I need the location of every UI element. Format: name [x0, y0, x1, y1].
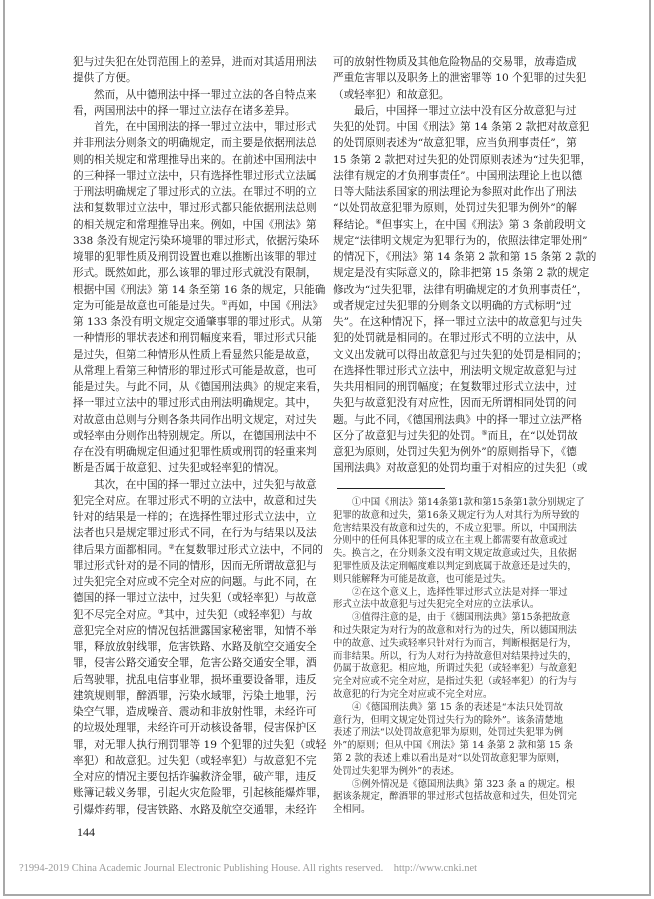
- text-line: 德国的择一罪过立法中，过失犯（或轻率犯）与故意: [73, 592, 317, 605]
- text-line: 提供了方便。: [73, 72, 137, 85]
- text-line: 率犯）和故意犯。过失犯（或轻率犯）与故意犯不完: [73, 754, 317, 767]
- text-line: 的处罚原则表述为“故意犯罪，应当负刑事责任”，第: [333, 137, 577, 150]
- text-line: 国刑法典》对故意犯的处罚均重于对相应的过失犯（或: [333, 462, 588, 475]
- text-line: 并非刑法分则条文的明确规定，而主要是依据刑法总: [73, 137, 317, 150]
- text-line: 犯完全对应。在罪过形式不明的立法中，故意和过失: [73, 494, 317, 507]
- text-line: 建筑规则罪，醉酒罪，污染水域罪，污染土地罪，污: [73, 689, 317, 702]
- text-line: 针对的结果是一样的；在选择性罪过形式立法中，立: [73, 511, 317, 523]
- text-line: ④《德国刑法典》第 15 条的表述是“本法只处罚故: [352, 701, 563, 713]
- text-line: 境罪的犯罪性质及刑罚设置也难以推断出该罪的罪过: [73, 251, 317, 263]
- text-line: 外”的原则；但从中国《刑法》第 14 条第 2 款和第 15 条: [333, 740, 573, 752]
- text-line: 从常理上看第三种情形的罪过形式可能是故意，也可: [73, 364, 317, 377]
- text-line: 看，两国刑法中的择一罪过立法存在诸多差异。: [73, 104, 296, 117]
- text-line: 和过失限定为对行为的故意和对行为的过失，所以德国刑法: [333, 624, 577, 636]
- text-line: 一种情形的罪状表述和刑罚幅度来看，罪过形式只能: [73, 332, 317, 345]
- text-line: 区分了故意犯与过失犯的处罚。⑤而且，在“以处罚故: [333, 428, 578, 442]
- text-line: 法律有规定的才负刑事责任”。中国刑法理论上也以德: [333, 169, 583, 182]
- text-line: 能是过失。与此不同，从《德国刑法典》的规定来看，: [73, 381, 328, 393]
- text-line: 犯罪的故意和过失，第16条又规定行为人对其行为所导致的: [333, 509, 580, 521]
- text-line: 中的故意、过失或轻率只针对行为而言，判断根据是行为，: [333, 637, 577, 649]
- paragraph: [73, 119, 328, 477]
- text-line: 规定“法律明文规定为犯罪行为的，依照法律定罪处刑”: [333, 234, 588, 247]
- text-line: 可的放射性物质及其他危险物品的交易罪，放毒造成: [333, 56, 577, 68]
- text-line: 形式。既然如此，那么该罪的罪过形式就没有限制，: [73, 267, 317, 280]
- text-line: ①中国《刑法》第14条第1款和第15条第1款分别规定了: [352, 497, 585, 508]
- footnote-ref[interactable]: ④: [375, 217, 382, 226]
- text-line: 失犯的处罚。中国《刑法》第 14 条第 2 款把对故意犯: [333, 121, 590, 133]
- text-line: 犯与过失犯在处罚范围上的差异，进而对其适用刑法: [73, 56, 317, 68]
- footnote-ref[interactable]: ②: [168, 542, 175, 551]
- text-line: 罪，侵害公路交通安全罪，危害公路交通安全罪，酒: [73, 657, 317, 670]
- text-line: 的相关规定和常理推导出来。例如，中国《刑法》第: [73, 218, 317, 231]
- text-line: 题。与此不同，《德国刑法典》中的择一罪过立法严格: [333, 413, 582, 426]
- text-line: 引爆炸药罪，侵害铁路、水路及航空交通罪，未经许: [73, 803, 317, 816]
- text-line: 第 133 条没有明文规定交通肇事罪的罪过形式。从第: [73, 316, 323, 328]
- text-line: 或轻率由分则作出特别规定。所以，在德国刑法中不: [73, 429, 317, 442]
- text-line: 危害结果没有故意和过失的，不成立犯罪。所以，中国刑法: [333, 522, 577, 534]
- text-line: 日等大陆法系国家的刑法理论为参照对此作出了刑法: [333, 186, 577, 198]
- text-line: ②在这个意义上，选择性罪过形式立法是对择一罪过: [352, 586, 568, 598]
- paragraph: [333, 103, 597, 477]
- text-line: 的三种择一罪过立法中，只有选择性罪过形式立法属: [73, 169, 317, 182]
- text-line: 账簿记载义务罪，引起火灾危险罪，引起核能爆炸罪，: [73, 787, 328, 800]
- text-line: 于刑法明确规定了罪过形式的立法。在罪过不明的立: [73, 186, 317, 198]
- text-line: 染空气罪，造成噪音、震动和非放射性罪，未经许可: [73, 706, 317, 718]
- text-line: 定为可能是故意也可能是过失。①再如，中国《刑法》: [73, 298, 323, 312]
- text-line: 失。换言之，在分则条文没有明文规定故意或过失，且依据: [333, 548, 577, 560]
- paragraph: [333, 54, 587, 103]
- footnotes: [333, 497, 585, 817]
- text-line: 文义出发就可以得出故意犯与过失犯的处罚是相同的；: [333, 348, 588, 361]
- text-line: 失”。在这种情况下，择一罪过立法中的故意犯与过失: [333, 316, 583, 328]
- text-line: 意犯完全对应的情况包括泄露国家秘密罪，知情不举: [73, 624, 317, 637]
- text-line: 后驾驶罪，扰乱电信事业罪，损坏重要设备罪，违反: [73, 673, 317, 686]
- text-line: 全相同。: [333, 804, 371, 816]
- footnote-divider: [337, 488, 445, 489]
- text-line: 首先，在中国刑法的择一罪过立法中，罪过形式: [94, 121, 317, 133]
- text-line: 失犯与故意犯没有对应性，因而无所谓相同处罚的问: [333, 397, 577, 410]
- text-line: ③值得注意的是，由于《德国刑法典》第15条把故意: [352, 612, 571, 624]
- text-line: 而非结果。所以，行为人对行为持故意但对结果持过失的，: [333, 650, 577, 662]
- paragraph: [73, 54, 317, 87]
- text-line: 法者也只是规定罪过形式不同，在行为与结果以及法: [73, 527, 317, 540]
- text-line: 形式立法中故意犯与过失犯完全对应的立法承认。: [333, 599, 540, 611]
- text-line: 根据中国《刑法》第 14 条至第 16 条的规定，只能确: [73, 283, 326, 296]
- footnote-ref[interactable]: ⑤: [481, 428, 488, 437]
- text-line: 择一罪过立法中的罪过形式由刑法明确规定。其中，: [73, 397, 317, 410]
- text-line: 规定是没有实际意义的，除非把第 15 条第 2 款的规定: [333, 267, 590, 280]
- copyright-footer: ?1994-2019 China Academic Journal Electronic Publishing House. All rights reserved. http://www.cnki.net: [19, 863, 478, 874]
- text-line: 然而，从中德刑法中择一罪过立法的各自特点来: [94, 88, 317, 101]
- text-line: 释结论。④但事实上，在中国《刑法》第 3 条前段明文: [333, 217, 586, 231]
- text-line: 则的相关规定和常理推导出来的。在前述中国刑法中: [73, 153, 317, 166]
- text-line: 或者规定过失犯罪的分则条文以明确的方式标明“过: [333, 299, 572, 312]
- text-line: 意行为，但明文规定处罚过失行为的除外”。该条清楚地: [333, 714, 563, 726]
- left-column: [73, 54, 328, 818]
- text-line: 律后果方面都相同。②在复数罪过形式立法中，不同的: [73, 542, 323, 556]
- text-line: （或轻率犯）和故意犯。: [333, 88, 450, 101]
- text-line: 故意犯的行为完全对应或不完全对应。: [333, 688, 493, 700]
- text-line: 完全对应或不完全对应，是指过失犯（或轻率犯）的行为与: [333, 676, 577, 688]
- paragraph: [333, 701, 573, 779]
- paragraph: [333, 497, 585, 587]
- text-line: 的情况下，《刑法》第 14 条第 2 款和第 15 条第 2 款的: [333, 251, 597, 263]
- text-line: 犯不尽完全对应。③其中，过失犯（或轻率犯）与故: [73, 607, 313, 621]
- page-number: 144: [77, 825, 95, 839]
- text-line: 是过失，但第二种情形从性质上看显然只能是故意，: [73, 348, 317, 361]
- text-line: 的垃圾处理罪，未经许可开动核设备罪，侵害保护区: [73, 722, 317, 735]
- footnote-ref[interactable]: ①: [221, 298, 228, 307]
- text-line: 失共用相同的刑罚幅度；在复数罪过形式立法中，过: [333, 381, 577, 393]
- text-line: 第 2 款的表述上难以看出是对“以处罚故意犯罪为原则，: [333, 752, 566, 764]
- text-line: “以处罚故意犯罪为原则，处罚过失犯罪为例外”的解: [333, 202, 577, 215]
- text-line: 处罚过失犯罪为例外”的表述。: [333, 765, 460, 777]
- text-line: 全对应的情况主要包括诈骗救济金罪，破产罪，违反: [73, 771, 317, 783]
- text-line: 其次，在中国的择一罪过立法中，过失犯与故意: [94, 478, 317, 491]
- paragraph: [333, 612, 577, 702]
- text-line: 法和复数罪过立法中，罪过形式都只能依据刑法总则: [73, 202, 317, 215]
- text-line: 则只能解释为可能是故意，也可能是过失。: [333, 573, 512, 585]
- text-line: 对故意由总则与分则各条共同作出明文规定，对过失: [73, 413, 317, 426]
- text-line: 过失犯完全对应或不完全对应的问题。与此不同，在: [73, 576, 317, 588]
- text-line: 存在没有明确规定但通过犯罪性质或刑罚的轻重来判: [73, 446, 317, 458]
- text-line: 338 条没有规定污染环境罪的罪过形式，依据污染环: [73, 234, 320, 247]
- text-line: 断是否属于故意犯、过失犯或轻率犯的情况。: [73, 462, 285, 475]
- text-line: 据该条规定，醉酒罪的罪过形式包括故意和过失，但处罚完: [333, 791, 577, 803]
- right-column: [333, 54, 597, 477]
- text-line: 在选择性罪过形式立法中，刑法明文规定故意犯与过: [333, 364, 577, 377]
- text-line: 严重危害罪以及职务上的泄密罪等 10 个犯罪的过失犯: [333, 72, 587, 85]
- text-line: 罪过形式针对的是不同的情形，因而无所谓故意犯与: [73, 559, 317, 572]
- text-line: 犯的处罚就是相同的。在罪过形式不明的立法中，从: [333, 332, 577, 345]
- text-line: 15 条第 2 款把对过失犯的处罚原则表述为“过失犯罪，: [333, 153, 592, 166]
- paragraph: [73, 477, 328, 818]
- footnote-ref[interactable]: ③: [157, 607, 165, 616]
- text-line: 分则中的任何具体犯罪的成立在主观上都需要有故意或过: [333, 535, 568, 547]
- text-line: 意犯为原则，处罚过失犯为例外”的原则指导下，《德: [333, 446, 577, 458]
- text-line: ⑤例外情况是《德国刑法典》第 323 条 a 的规定。根: [352, 778, 575, 790]
- paragraph: [73, 87, 317, 120]
- text-line: 修改为“过失犯罪，法律有明确规定的才负刑事责任”，: [333, 283, 588, 296]
- text-line: 犯罪性质及法定刑幅度难以判定到底属于故意还是过失的，: [333, 560, 577, 572]
- text-line: 最后，中国择一罪过立法中没有区分故意犯与过: [354, 104, 577, 117]
- paragraph: [333, 586, 568, 613]
- paragraph: [333, 778, 577, 817]
- text-line: 罪，对无罪人执行刑罚罪等 19 个犯罪的过失犯（或轻: [73, 738, 327, 751]
- text-line: 仍属于故意犯。相应地，所谓过失犯（或轻率犯）与故意犯: [333, 663, 577, 675]
- text-line: 表述了刑法“以处罚故意犯罪为原则，处罚过失犯罪为例: [333, 727, 563, 739]
- text-line: 罪，释放放射线罪，危害铁路、水路及航空交通安全: [73, 641, 317, 653]
